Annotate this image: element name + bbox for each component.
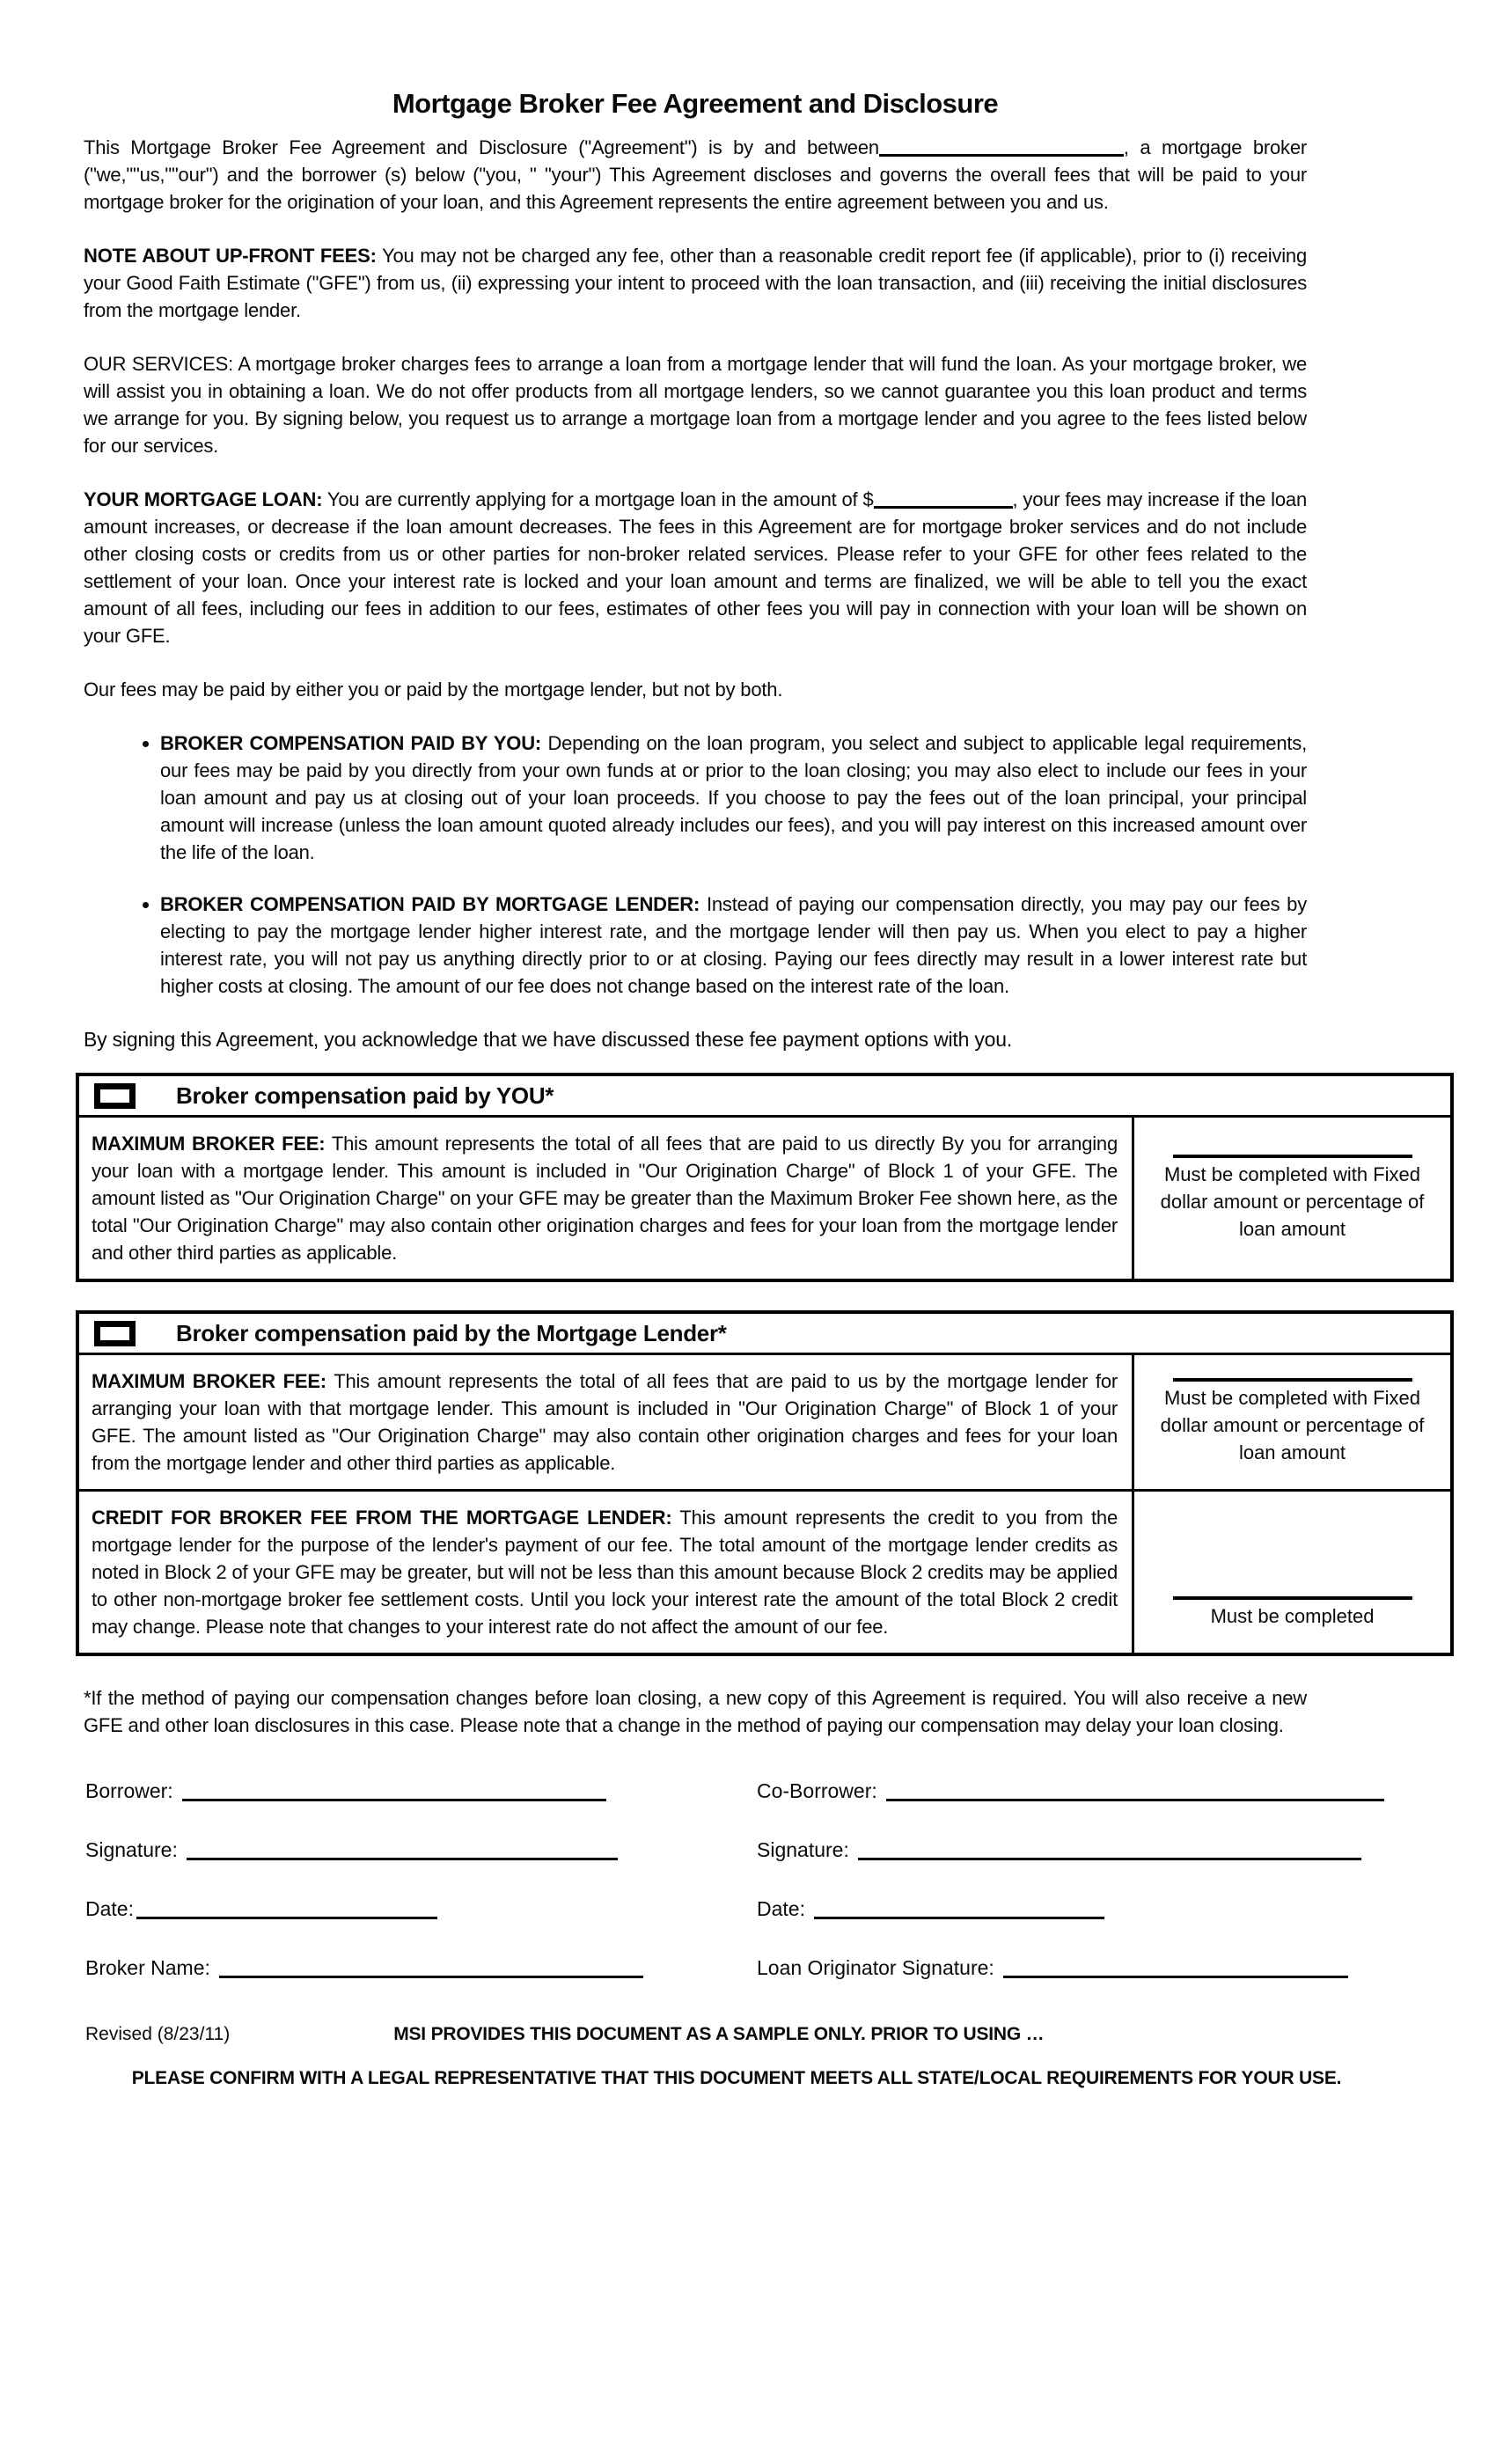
credit-for-broker-fee-row xyxy=(79,1492,1450,1653)
paid-by-lender-table-title: Broker compensation paid by the Mortgage Lender* xyxy=(176,1319,727,1346)
borrower-row xyxy=(85,1778,1423,1805)
broker-row xyxy=(85,1954,1423,1982)
your-mortgage-loan-text-post: , your fees may increase if the loan amount increases, or decrease if the loan amount decreases. The fees in this Agreement are for mortgage broker services and do not include other closing costs or credits from us or other parties for non-broker related services. Please refer to your GFE for other fees related to the settlement of your loan. Once your interest rate is locked and your loan amount and terms are finalized, we will be able to tell you the exact amount of all fees, including our fees in addition to our fees, estimates of other fees you will pay in connection with your loan will be shown on your GFE. xyxy=(84,488,1307,647)
borrower-date-label: Date: xyxy=(85,1897,134,1920)
maximum-broker-fee-you-note-cell xyxy=(1134,1118,1450,1279)
paid-by-you-table-header xyxy=(79,1076,1450,1118)
co-borrower-date-field xyxy=(757,1896,1423,1923)
paid-by-you-checkbox-icon[interactable] xyxy=(94,1083,136,1109)
upfront-fees-lead: NOTE ABOUT UP-FRONT FEES: xyxy=(84,245,377,267)
credit-for-broker-fee-note: Must be completed xyxy=(1210,1605,1375,1627)
loan-originator-line xyxy=(1003,1958,1348,1978)
date-row xyxy=(85,1896,1423,1923)
co-borrower-field xyxy=(757,1778,1423,1805)
acknowledge-paragraph: By signing this Agreement, you acknowledge that we have discussed these fee payment options with you. xyxy=(84,1028,1013,1051)
document-footer xyxy=(85,2024,1388,2089)
paid-by-you-table-title: Broker compensation paid by YOU* xyxy=(176,1082,554,1109)
borrower-line xyxy=(182,1781,606,1801)
maximum-broker-fee-lender-row xyxy=(79,1355,1450,1492)
paid-by-lender-bullet xyxy=(160,891,1307,1000)
your-mortgage-loan-text-pre: You are currently applying for a mortgage loan in the amount of $ xyxy=(322,488,874,510)
maximum-broker-fee-lender-text xyxy=(79,1355,1134,1489)
paid-by-lender-checkbox-icon[interactable] xyxy=(94,1321,136,1346)
signature-section xyxy=(85,1778,1423,1982)
co-borrower-signature-field xyxy=(757,1837,1423,1864)
co-borrower-signature-line xyxy=(858,1840,1361,1860)
method-change-note: *If the method of paying our compensation changes before loan closing, a new copy of this Agreement is required. You will also receive a new GFE and other loan disclosures in this case. Please note that a change in the method of paying our compensation may delay your loan closing. xyxy=(84,1687,1307,1736)
borrower-field xyxy=(85,1778,757,1805)
paid-by-lender-table xyxy=(76,1310,1454,1656)
sample-notice: MSI PROVIDES THIS DOCUMENT AS A SAMPLE ONLY. PRIOR TO USING … xyxy=(393,2024,1045,2044)
signature-row xyxy=(85,1837,1423,1864)
broker-name-field xyxy=(85,1954,757,1982)
maximum-broker-fee-lender-note-cell xyxy=(1134,1355,1450,1489)
borrower-signature-line xyxy=(187,1840,618,1860)
intro-text-post: , a mortgage broker ("we,""us,""our") and the borrower (s) below ("you, " "your") This Agreement discloses and governs the overall fees that will be paid to your mortgage broker for the origination of your loan, and this Agreement represents the entire agreement between you and us. xyxy=(84,136,1307,213)
credit-for-broker-fee-note-cell xyxy=(1134,1492,1450,1653)
co-borrower-line xyxy=(886,1781,1384,1801)
paid-by-lender-bullet-text: Instead of paying our compensation directly, you may pay our fees by electing to pay the mortgage lender higher interest rate, and the mortgage lender will then pay us. When you elect to pay a higher interest rate, you will not pay us anything directly prior to or at closing. Paying our fees directly may result in a lower interest rate but higher costs at closing. The amount of our fee does not change based on the interest rate of the loan. xyxy=(160,893,1307,997)
our-services-text: A mortgage broker charges fees to arrange a loan from a mortgage lender that will fund the loan. As your mortgage broker, we will assist you in obtaining a loan. We do not offer products from all mortgage lenders, so we cannot guarantee you this loan product and terms we arrange for you. By signing below, you request us to arrange a mortgage loan from a mortgage lender and you agree to the fees listed below for our services. xyxy=(84,353,1307,457)
footer-first-line xyxy=(85,2024,1388,2045)
compensation-options-list xyxy=(84,730,1307,1000)
paid-by-lender-bullet-lead: BROKER COMPENSATION PAID BY MORTGAGE LENDER: xyxy=(160,893,700,915)
fees-paid-by-either-paragraph: Our fees may be paid by either you or paid by the mortgage lender, but not by both. xyxy=(84,678,783,700)
borrower-date-line xyxy=(136,1899,437,1919)
maximum-broker-fee-lender-note: Must be completed with Fixed dollar amount or percentage of loan amount xyxy=(1160,1387,1425,1463)
maximum-broker-fee-you-note: Must be completed with Fixed dollar amount or percentage of loan amount xyxy=(1160,1162,1425,1240)
maximum-broker-fee-you-text xyxy=(79,1118,1134,1279)
credit-for-broker-fee-lead: CREDIT FOR BROKER FEE FROM THE MORTGAGE LENDER: xyxy=(92,1507,672,1529)
paid-by-lender-table-header xyxy=(79,1314,1450,1355)
borrower-signature-field xyxy=(85,1837,757,1864)
fee-entry-line xyxy=(1173,1155,1412,1158)
paid-by-you-bullet xyxy=(160,730,1307,866)
our-services-paragraph xyxy=(84,350,1307,459)
fee-entry-line xyxy=(1173,1378,1412,1382)
broker-name-blank xyxy=(879,137,1124,157)
credit-for-broker-fee-body: This amount represents the credit to you from the mortgage lender for the purpose of the lender's payment of our fee. The total amount of the mortgage lender credits as noted in Block 2 of your GFE may be greater, but will not be less than this amount because Block 2 credits may be applied to other non-mortgage broker fee settlement costs. Until you lock your interest rate the amount of the total Block 2 credit may change. Please note that changes to your interest rate do not affect the amount of our fee. xyxy=(92,1507,1118,1638)
maximum-broker-fee-you-body: This amount represents the total of all fees that are paid to us directly By you for arranging your loan with a mortgage lender. This amount is included in "Our Origination Charge" of Block 1 of your GFE. The amount listed as "Our Origination Charge" on your GFE may be greater than the Maximum Broker Fee shown here, as the total "Our Origination Charge" may also contain other origination charges and fees for your loan from the mortgage lender and other third parties as applicable. xyxy=(92,1133,1118,1264)
your-mortgage-loan-paragraph xyxy=(84,486,1307,649)
fee-entry-line xyxy=(1173,1596,1412,1600)
co-borrower-label: Co-Borrower: xyxy=(757,1779,877,1802)
intro-text-pre: This Mortgage Broker Fee Agreement and Disclosure ("Agreement") is by and between xyxy=(84,136,879,158)
maximum-broker-fee-you-lead: MAXIMUM BROKER FEE: xyxy=(92,1133,326,1155)
credit-for-broker-fee-text xyxy=(79,1492,1134,1653)
your-mortgage-loan-lead: YOUR MORTGAGE LOAN: xyxy=(84,488,323,510)
borrower-date-field xyxy=(85,1896,757,1923)
broker-name-line xyxy=(219,1958,643,1978)
loan-originator-field xyxy=(757,1954,1423,1982)
upfront-fees-text: You may not be charged any fee, other than a reasonable credit report fee (if applicable), prior to (i) receiving your Good Faith Estimate ("GFE") from us, (ii) expressing your intent to proceed with the loan transaction, and (iii) receiving the initial disclosures from the mortgage lender. xyxy=(84,245,1307,321)
borrower-signature-label: Signature: xyxy=(85,1838,178,1861)
maximum-broker-fee-you-row xyxy=(79,1118,1450,1279)
co-borrower-date-label: Date: xyxy=(757,1897,805,1920)
loan-originator-label: Loan Originator Signature: xyxy=(757,1956,994,1979)
paid-by-you-bullet-text: Depending on the loan program, you select and subject to applicable legal requirements, our fees may be paid by you directly from your own funds at or prior to the loan closing; you may also elect to include our fees in your loan amount and pay us at closing out of your loan proceeds. If you choose to pay the fees out of the loan principal, your principal amount will increase (unless the loan amount quoted already includes our fees), and you will pay interest on this increased amount over the life of the loan. xyxy=(160,732,1307,863)
broker-name-label: Broker Name: xyxy=(85,1956,210,1979)
co-borrower-signature-label: Signature: xyxy=(757,1838,849,1861)
loan-amount-blank xyxy=(874,489,1013,509)
upfront-fees-paragraph xyxy=(84,242,1307,324)
document-body xyxy=(84,134,1307,1053)
page-title: Mortgage Broker Fee Agreement and Disclosure xyxy=(392,88,999,119)
paid-by-you-bullet-lead: BROKER COMPENSATION PAID BY YOU: xyxy=(160,732,542,754)
maximum-broker-fee-lender-body: This amount represents the total of all fees that are paid to us by the mortgage lender for arranging your loan with that mortgage lender. This amount is included in "Our Origination Charge" of Block 1 of your GFE. The amount listed as "Our Origination Charge" may also contain other origination charges and fees for your loan from the mortgage lender and other third parties as applicable. xyxy=(92,1370,1118,1474)
borrower-label: Borrower: xyxy=(85,1779,173,1802)
co-borrower-date-line xyxy=(814,1899,1104,1919)
intro-paragraph xyxy=(84,134,1307,216)
our-services-lead: OUR SERVICES: xyxy=(84,353,234,375)
paid-by-you-table xyxy=(76,1073,1454,1282)
maximum-broker-fee-lender-lead: MAXIMUM BROKER FEE: xyxy=(92,1370,326,1392)
revision-date: Revised (8/23/11) xyxy=(85,2024,231,2044)
legal-confirm-notice: PLEASE CONFIRM WITH A LEGAL REPRESENTATIVE THAT THIS DOCUMENT MEETS ALL STATE/LOCAL REQUIREMENTS FOR YOUR USE. xyxy=(131,2068,1342,2088)
